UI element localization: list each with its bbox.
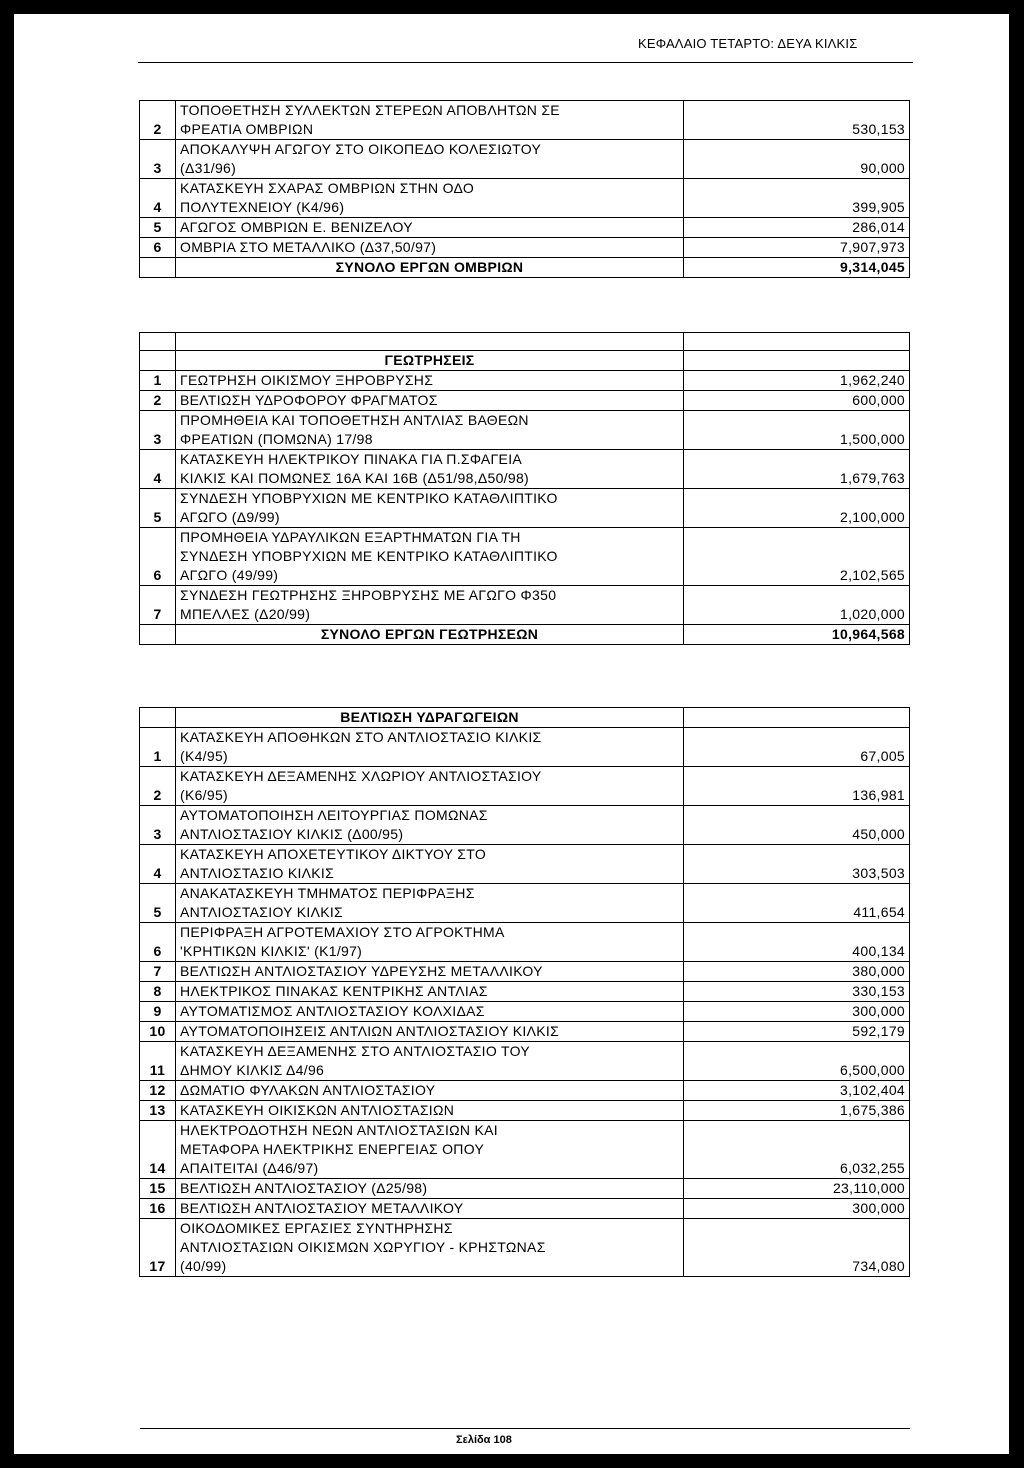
table-row	[140, 1199, 910, 1219]
table-row	[140, 140, 910, 179]
spacer-cell	[684, 333, 910, 351]
heading-num-cell	[140, 351, 176, 371]
row-number: 5	[140, 218, 176, 238]
table-row	[140, 845, 910, 884]
row-number: 17	[140, 1219, 176, 1277]
row-description: ΚΑΤΑΣΚΕΥΗ ΑΠΟΧΕΤΕΥΤΙΚΟΥ ΔΙΚΤΥΟΥ ΣΤΟ ΑΝΤΛΙΟΣΤΑΣΙΟ ΚΙΛΚΙΣ	[176, 845, 684, 884]
row-amount: 6,032,255	[684, 1121, 910, 1179]
table-row	[140, 806, 910, 845]
row-amount: 592,179	[684, 1022, 910, 1042]
row-number: 1	[140, 728, 176, 767]
row-description: ΣΥΝΔΕΣΗ ΥΠΟΒΡΥΧΙΩΝ ΜΕ ΚΕΝΤΡΙΚΟ ΚΑΤΑΘΛΙΠΤΙΚΟ ΑΓΩΓΟ (Δ9/99)	[176, 489, 684, 528]
row-description: ΑΥΤΟΜΑΤΟΠΟΙΗΣΕΙΣ ΑΝΤΛΙΩΝ ΑΝΤΛΙΟΣΤΑΣΙΟΥ ΚΙΛΚΙΣ	[176, 1022, 684, 1042]
row-number: 7	[140, 586, 176, 625]
row-description: ΗΛΕΚΤΡΟΔΟΤΗΣΗ ΝΕΩΝ ΑΝΤΛΙΟΣΤΑΣΙΩΝ ΚΑΙ ΜΕΤΑΦΟΡΑ ΗΛΕΚΤΡΙΚΗΣ ΕΝΕΡΓΕΙΑΣ ΟΠΟΥ ΑΠΑΙΤΕΙΤΑΙ (Δ46/97)	[176, 1121, 684, 1179]
row-description: ΔΩΜΑΤΙΟ ΦΥΛΑΚΩΝ ΑΝΤΛΙΟΣΤΑΣΙΟΥ	[176, 1081, 684, 1101]
section-heading: ΒΕΛΤΙΩΣΗ ΥΔΡΑΓΩΓΕΙΩΝ	[176, 708, 684, 728]
page-number: Σελίδα 108	[456, 1434, 512, 1446]
row-description: ΒΕΛΤΙΩΣΗ ΑΝΤΛΙΟΣΤΑΣΙΟΥ ΜΕΤΑΛΛΙΚΟΥ	[176, 1199, 684, 1219]
row-amount: 1,020,000	[684, 586, 910, 625]
table-row	[140, 218, 910, 238]
row-number: 6	[140, 923, 176, 962]
row-amount: 7,907,973	[684, 238, 910, 258]
row-description: ΒΕΛΤΙΩΣΗ ΑΝΤΛΙΟΣΤΑΣΙΟΥ (Δ25/98)	[176, 1179, 684, 1199]
row-description: ΟΜΒΡΙΑ ΣΤΟ ΜΕΤΑΛΛΙΚΟ (Δ37,50/97)	[176, 238, 684, 258]
header-rule	[138, 62, 913, 63]
row-description: ΚΑΤΑΣΚΕΥΗ ΔΕΞΑΜΕΝΗΣ ΧΛΩΡΙΟΥ ΑΝΤΛΙΟΣΤΑΣΙΟΥ (Κ6/95)	[176, 767, 684, 806]
table-row	[140, 411, 910, 450]
total-num-cell	[140, 258, 176, 278]
table-row	[140, 101, 910, 140]
chapter-header: ΚΕΦΑΛΑΙΟ ΤΕΤΑΡΤΟ: ΔΕΥΑ ΚΙΛΚΙΣ	[638, 36, 858, 51]
row-amount: 6,500,000	[684, 1042, 910, 1081]
section-heading-row	[140, 708, 910, 728]
row-description: ΚΑΤΑΣΚΕΥΗ ΔΕΞΑΜΕΝΗΣ ΣΤΟ ΑΝΤΛΙΟΣΤΑΣΙΟ ΤΟΥ ΔΗΜΟΥ ΚΙΛΚΙΣ Δ4/96	[176, 1042, 684, 1081]
row-description: ΒΕΛΤΙΩΣΗ ΥΔΡΟΦΟΡΟΥ ΦΡΑΓΜΑΤΟΣ	[176, 391, 684, 411]
row-amount: 2,100,000	[684, 489, 910, 528]
wells-table	[139, 332, 910, 645]
table-row	[140, 1002, 910, 1022]
row-description: ΠΡΟΜΗΘΕΙΑ ΥΔΡΑΥΛΙΚΩΝ ΕΞΑΡΤΗΜΑΤΩΝ ΓΙΑ ΤΗ ΣΥΝΔΕΣΗ ΥΠΟΒΡΥΧΙΩΝ ΜΕ ΚΕΝΤΡΙΚΟ ΚΑΤΑΘΛΙΠΤΙΚΟ ΑΓΩΓΟ (49/99)	[176, 528, 684, 586]
row-number: 15	[140, 1179, 176, 1199]
row-number: 12	[140, 1081, 176, 1101]
table-row	[140, 962, 910, 982]
table-row	[140, 528, 910, 586]
row-number: 3	[140, 411, 176, 450]
row-description: ΤΟΠΟΘΕΤΗΣΗ ΣΥΛΛΕΚΤΩΝ ΣΤΕΡΕΩΝ ΑΠΟΒΛΗΤΩΝ ΣΕ ΦΡΕΑΤΙΑ ΟΜΒΡΙΩΝ	[176, 101, 684, 140]
table-row	[140, 1219, 910, 1277]
row-number: 11	[140, 1042, 176, 1081]
row-description: ΟΙΚΟΔΟΜΙΚΕΣ ΕΡΓΑΣΙΕΣ ΣΥΝΤΗΡΗΣΗΣ ΑΝΤΛΙΟΣΤΑΣΙΩΝ ΟΙΚΙΣΜΩΝ ΧΩΡΥΓΙΟΥ - ΚΡΗΣΤΩΝΑΣ (40/99)	[176, 1219, 684, 1277]
table-row	[140, 1121, 910, 1179]
row-number: 9	[140, 1002, 176, 1022]
table-row	[140, 728, 910, 767]
row-number: 13	[140, 1101, 176, 1121]
row-amount: 380,000	[684, 962, 910, 982]
row-description: ΑΓΩΓΟΣ ΟΜΒΡΙΩΝ Ε. ΒΕΝΙΖΕΛΟΥ	[176, 218, 684, 238]
row-description: ΑΝΑΚΑΤΑΣΚΕΥΗ ΤΜΗΜΑΤΟΣ ΠΕΡΙΦΡΑΞΗΣ ΑΝΤΛΙΟΣΤΑΣΙΟΥ ΚΙΛΚΙΣ	[176, 884, 684, 923]
row-description: ΗΛΕΚΤΡΙΚΟΣ ΠΙΝΑΚΑΣ ΚΕΝΤΡΙΚΗΣ ΑΝΤΛΙΑΣ	[176, 982, 684, 1002]
table-row	[140, 1081, 910, 1101]
table-row	[140, 489, 910, 528]
row-number: 3	[140, 806, 176, 845]
row-number: 4	[140, 450, 176, 489]
row-amount: 3,102,404	[684, 1081, 910, 1101]
row-number: 5	[140, 884, 176, 923]
row-amount: 300,000	[684, 1002, 910, 1022]
row-number: 6	[140, 238, 176, 258]
row-amount: 67,005	[684, 728, 910, 767]
row-amount: 330,153	[684, 982, 910, 1002]
row-number: 4	[140, 179, 176, 218]
row-description: ΠΕΡΙΦΡΑΞΗ ΑΓΡΟΤΕΜΑΧΙΟΥ ΣΤΟ ΑΓΡΟΚΤΗΜΑ 'ΚΡΗΤΙΚΩΝ ΚΙΛΚΙΣ' (Κ1/97)	[176, 923, 684, 962]
heading-num-cell	[140, 708, 176, 728]
row-number: 4	[140, 845, 176, 884]
total-row	[140, 258, 910, 278]
table-row	[140, 1042, 910, 1081]
table-row	[140, 586, 910, 625]
row-amount: 399,905	[684, 179, 910, 218]
table-row	[140, 238, 910, 258]
table-row	[140, 767, 910, 806]
table-row	[140, 179, 910, 218]
row-description: ΑΥΤΟΜΑΤΙΣΜΟΣ ΑΝΤΛΙΟΣΤΑΣΙΟΥ ΚΟΛΧΙΔΑΣ	[176, 1002, 684, 1022]
row-description: ΓΕΩΤΡΗΣΗ ΟΙΚΙΣΜΟΥ ΞΗΡΟΒΡΥΣΗΣ	[176, 371, 684, 391]
section-heading: ΓΕΩΤΡΗΣΕΙΣ	[176, 351, 684, 371]
row-amount: 286,014	[684, 218, 910, 238]
row-amount: 1,500,000	[684, 411, 910, 450]
row-amount: 1,962,240	[684, 371, 910, 391]
row-description: ΚΑΤΑΣΚΕΥΗ ΟΙΚΙΣΚΩΝ ΑΝΤΛΙΟΣΤΑΣΙΩΝ	[176, 1101, 684, 1121]
spacer-cell	[140, 333, 176, 351]
row-description: ΑΠΟΚΑΛΥΨΗ ΑΓΩΓΟΥ ΣΤΟ ΟΙΚΟΠΕΔΟ ΚΟΛΕΣΙΩΤΟΥ (Δ31/96)	[176, 140, 684, 179]
row-description: ΚΑΤΑΣΚΕΥΗ ΑΠΟΘΗΚΩΝ ΣΤΟ ΑΝΤΛΙΟΣΤΑΣΙΟ ΚΙΛΚΙΣ (Κ4/95)	[176, 728, 684, 767]
row-description: ΚΑΤΑΣΚΕΥΗ ΗΛΕΚΤΡΙΚΟΥ ΠΙΝΑΚΑ ΓΙΑ Π.ΣΦΑΓΕΙΑ ΚΙΛΚΙΣ ΚΑΙ ΠΟΜΩΝΕΣ 16Α ΚΑΙ 16Β (Δ51/98,Δ50/98)	[176, 450, 684, 489]
row-amount: 303,503	[684, 845, 910, 884]
row-number: 6	[140, 528, 176, 586]
heading-value-cell	[684, 351, 910, 371]
table-row	[140, 884, 910, 923]
row-amount: 734,080	[684, 1219, 910, 1277]
total-value: 9,314,045	[684, 258, 910, 278]
row-amount: 2,102,565	[684, 528, 910, 586]
row-number: 14	[140, 1121, 176, 1179]
row-description: ΠΡΟΜΗΘΕΙΑ ΚΑΙ ΤΟΠΟΘΕΤΗΣΗ ΑΝΤΛΙΑΣ ΒΑΘΕΩΝ ΦΡΕΑΤΙΩΝ (ΠΟΜΩΝΑ) 17/98	[176, 411, 684, 450]
table-row	[140, 371, 910, 391]
row-description: ΣΥΝΔΕΣΗ ΓΕΩΤΡΗΣΗΣ ΞΗΡΟΒΡΥΣΗΣ ΜΕ ΑΓΩΓΟ Φ350 ΜΠΕΛΛΕΣ (Δ20/99)	[176, 586, 684, 625]
total-label: ΣΥΝΟΛΟ ΕΡΓΩΝ ΟΜΒΡΙΩΝ	[176, 258, 684, 278]
row-number: 1	[140, 371, 176, 391]
row-number: 16	[140, 1199, 176, 1219]
table-row	[140, 1179, 910, 1199]
tanks-table	[139, 707, 910, 1277]
row-description: ΒΕΛΤΙΩΣΗ ΑΝΤΛΙΟΣΤΑΣΙΟΥ ΥΔΡΕΥΣΗΣ ΜΕΤΑΛΛΙΚΟΥ	[176, 962, 684, 982]
storm-drain-table	[139, 100, 910, 278]
row-amount: 90,000	[684, 140, 910, 179]
spacer-cell	[176, 333, 684, 351]
row-amount: 300,000	[684, 1199, 910, 1219]
total-row	[140, 625, 910, 645]
row-amount: 530,153	[684, 101, 910, 140]
total-label: ΣΥΝΟΛΟ ΕΡΓΩΝ ΓΕΩΤΡΗΣΕΩΝ	[176, 625, 684, 645]
table-row	[140, 450, 910, 489]
table-row	[140, 1101, 910, 1121]
row-number: 7	[140, 962, 176, 982]
row-amount: 411,654	[684, 884, 910, 923]
spacer-row	[140, 333, 910, 351]
table-row	[140, 391, 910, 411]
row-amount: 23,110,000	[684, 1179, 910, 1199]
row-description: ΑΥΤΟΜΑΤΟΠΟΙΗΣΗ ΛΕΙΤΟΥΡΓΙΑΣ ΠΟΜΩΝΑΣ ΑΝΤΛΙΟΣΤΑΣΙΟΥ ΚΙΛΚΙΣ (Δ00/95)	[176, 806, 684, 845]
row-number: 8	[140, 982, 176, 1002]
footer-rule	[140, 1428, 910, 1429]
row-amount: 600,000	[684, 391, 910, 411]
row-amount: 450,000	[684, 806, 910, 845]
document-page	[14, 14, 1009, 1454]
row-number: 5	[140, 489, 176, 528]
row-amount: 136,981	[684, 767, 910, 806]
row-number: 10	[140, 1022, 176, 1042]
total-value: 10,964,568	[684, 625, 910, 645]
row-amount: 1,679,763	[684, 450, 910, 489]
row-number: 2	[140, 391, 176, 411]
row-number: 2	[140, 101, 176, 140]
total-num-cell	[140, 625, 176, 645]
row-description: ΚΑΤΑΣΚΕΥΗ ΣΧΑΡΑΣ ΟΜΒΡΙΩΝ ΣΤΗΝ ΟΔΟ ΠΟΛΥΤΕΧΝΕΙΟΥ (Κ4/96)	[176, 179, 684, 218]
row-amount: 1,675,386	[684, 1101, 910, 1121]
section-heading-row	[140, 351, 910, 371]
table-row	[140, 923, 910, 962]
row-amount: 400,134	[684, 923, 910, 962]
row-number: 2	[140, 767, 176, 806]
table-row	[140, 1022, 910, 1042]
heading-value-cell	[684, 708, 910, 728]
table-row	[140, 982, 910, 1002]
row-number: 3	[140, 140, 176, 179]
